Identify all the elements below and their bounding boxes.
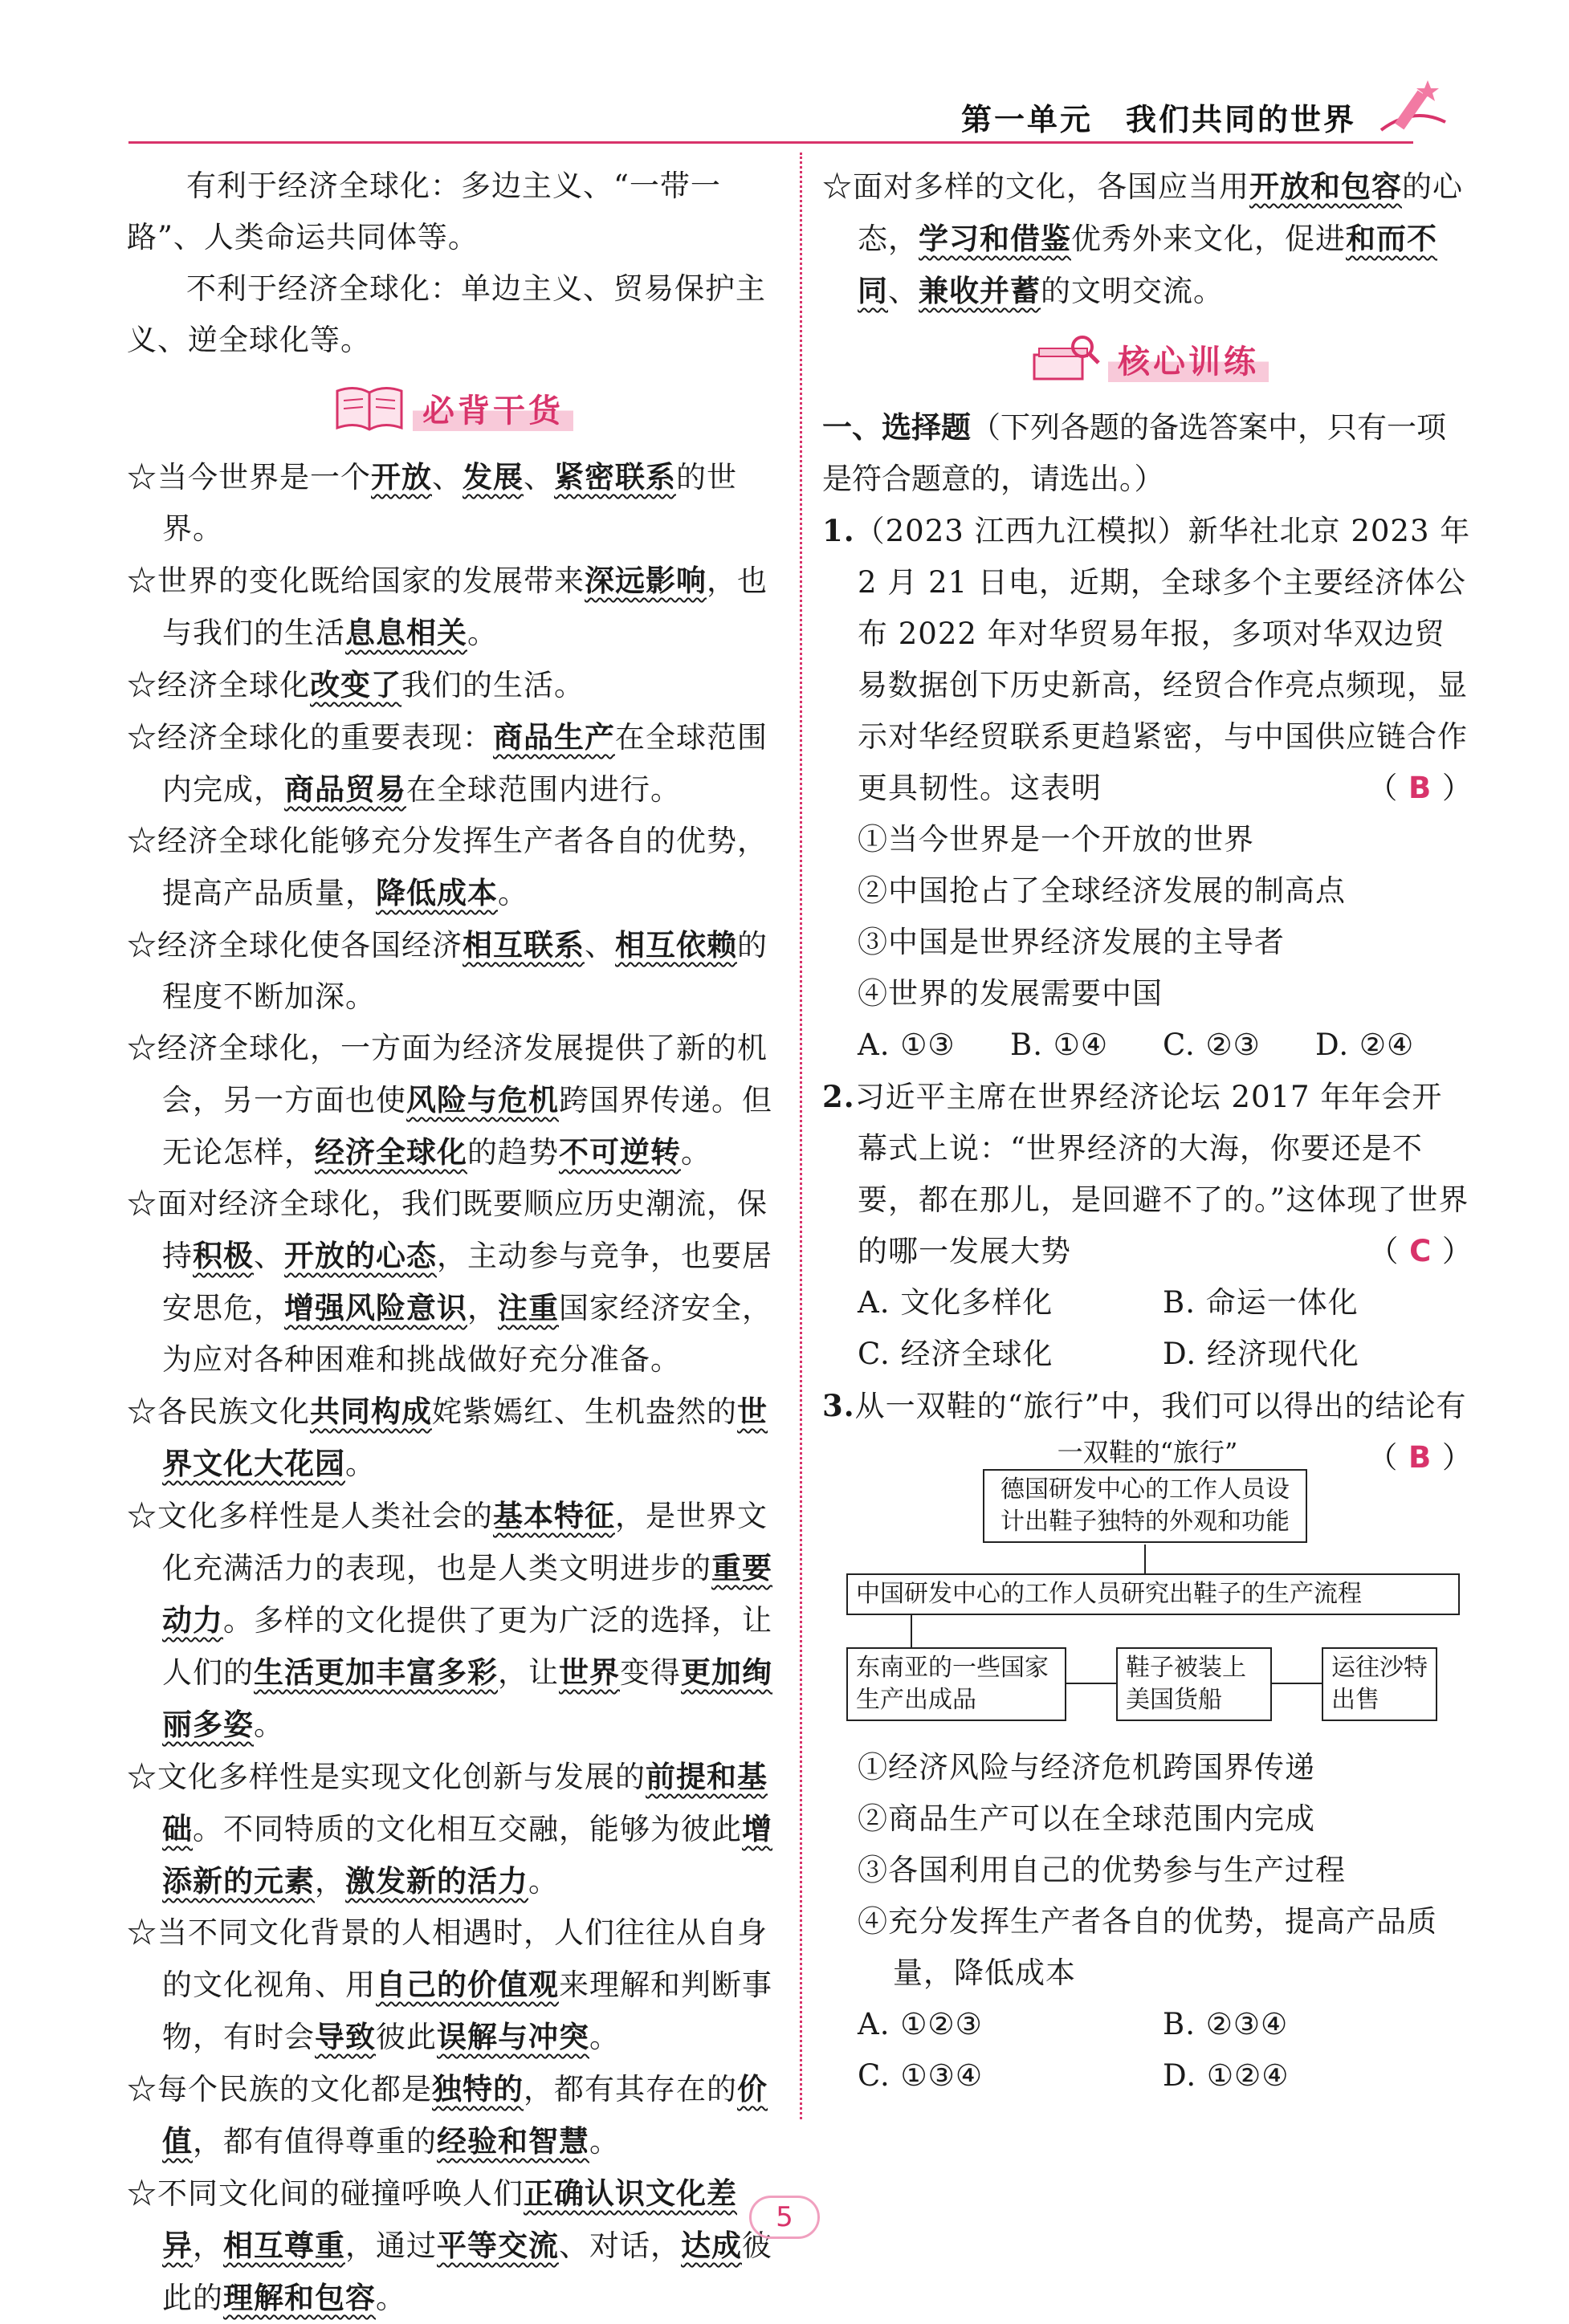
keyword: 风险与危机 <box>406 1082 559 1117</box>
point-text: 。不同特质的文化相互交融，能够为彼此 <box>193 1812 742 1846</box>
key-point <box>822 161 1473 317</box>
point-text: ☆经济全球化，一方面为经济发展提供了新的机会，另一方面也使 <box>127 1031 768 1117</box>
keyword: 基本特征 <box>493 1498 615 1533</box>
key-point <box>127 1023 777 1178</box>
statement-item: ①经济风险与经济危机跨国界传递 <box>858 1750 1315 1785</box>
keyword: 理解和包容 <box>223 2280 376 2315</box>
keyword: 学习和借鉴 <box>919 221 1071 256</box>
point-text: ☆每个民族的文化都是 <box>127 2072 432 2106</box>
question-type-label: 一、选择题 <box>822 410 971 445</box>
flow-arrow <box>1144 1545 1146 1573</box>
section-title: 核心训练 <box>1108 336 1269 382</box>
answer-letter: C <box>1409 1234 1432 1268</box>
answer-bracket: （ B ） <box>1367 1440 1473 1475</box>
point-text: ☆不同文化间的碰撞呼唤人们 <box>127 2176 524 2211</box>
keyword: 自己的价值观 <box>376 1967 559 2002</box>
key-point <box>127 1907 777 2063</box>
flow-arrow <box>911 1615 912 1647</box>
point-text: ☆经济全球化使各国经济 <box>127 928 463 963</box>
column-divider <box>800 153 802 2119</box>
point-text: 。 <box>376 2281 406 2315</box>
point-text: 、 <box>524 460 554 495</box>
keyword: 平等交流 <box>437 2228 559 2263</box>
keyword: 商品贸易 <box>284 771 406 807</box>
stem-text: （2023 江西九江模拟）新华社北京 2023 年 2 月 21 日电，近期，全球多个主要经济体公布 2022 年对华贸易年报，多项对华双边贸易数据创下历史新高，经贸合作亮点频现，显示对华经贸联系更趋紧密，与中国供应链合作更具韧性。这表明 <box>854 514 1471 805</box>
point-text: 的心态， <box>858 169 1463 256</box>
point-text: 、 <box>585 928 615 963</box>
point-text: ， <box>315 1864 345 1899</box>
point-text: 。 <box>589 2124 620 2159</box>
keyword: 世界文化大花园 <box>162 1394 768 1481</box>
point-text: 在全球范围内进行。 <box>406 772 681 807</box>
keyword: 更加绚丽多姿 <box>162 1654 772 1742</box>
keyword: 发展 <box>463 459 524 495</box>
key-point <box>127 1751 777 1907</box>
keyword: 开放 <box>371 459 432 495</box>
keyword: 增强风险意识 <box>284 1290 467 1325</box>
question-3 <box>822 1380 1473 2102</box>
instructions-text: （下列各题的备选答案中，只有一项是符合题意的，请选出。） <box>822 410 1446 496</box>
point-text: 的趋势 <box>467 1135 559 1170</box>
option-b[interactable]: B. 命运一体化 <box>1163 1285 1359 1320</box>
point-text: 。 <box>528 1864 559 1899</box>
point-text: ，都有其存在的 <box>524 2072 737 2106</box>
answer-letter: B <box>1408 1440 1432 1475</box>
keyword: 正确认识文化差异 <box>162 2175 737 2263</box>
keyword: 积极 <box>193 1238 254 1273</box>
keyword: 经验和智慧 <box>437 2123 589 2159</box>
left-column <box>127 161 777 2324</box>
point-text: 。 <box>467 616 498 650</box>
keyword: 相互依赖 <box>615 927 737 963</box>
point-text: ☆经济全球化能够充分发挥生产者各自的优势，提高产品质量， <box>127 824 768 910</box>
point-text: 彼此 <box>376 2020 437 2054</box>
question-stem <box>822 1071 1473 1277</box>
keyword: 价值 <box>162 2071 768 2159</box>
pen-book-icon <box>1365 74 1461 146</box>
point-text: ， <box>193 2228 223 2263</box>
key-point <box>127 711 777 816</box>
answer-bracket: （ B ） <box>1367 771 1473 805</box>
point-text: ，让 <box>498 1655 559 1690</box>
point-text: 、 <box>888 274 919 308</box>
statement-item: ②中国抢占了全球经济发展的制高点 <box>858 873 1346 908</box>
flowchart-caption: 一双鞋的“旅行” <box>1057 1437 1238 1467</box>
keyword: 注重 <box>498 1290 559 1325</box>
flow-box-southeast-asia: 东南亚的一些国家生产出成品 <box>846 1647 1066 1721</box>
option-d[interactable]: D. 经济现代化 <box>1163 1337 1359 1371</box>
keyword: 开放的心态 <box>284 1238 437 1273</box>
key-point <box>127 1490 777 1751</box>
answer-options-row-1 <box>822 1277 1473 1329</box>
point-text: ，主动参与竞争，也要居安思危， <box>162 1239 772 1325</box>
answer-options <box>822 1020 1473 1071</box>
intro-paragraph-2: 不利于经济全球化：单边主义、贸易保护主义、逆全球化等。 <box>127 271 766 357</box>
keyword: 深远影响 <box>585 563 707 598</box>
question-number: 1. <box>822 513 855 548</box>
header-rule <box>128 141 1413 144</box>
key-point <box>127 659 777 711</box>
keyword: 世界 <box>559 1654 620 1690</box>
point-text: ☆文化多样性是实现文化创新与发展的 <box>127 1760 646 1794</box>
right-column <box>822 161 1473 2102</box>
statement-item: ①当今世界是一个开放的世界 <box>858 822 1254 857</box>
point-text: 在全球范围内完成， <box>162 720 768 807</box>
question-1 <box>822 505 1473 1071</box>
flow-arrow <box>1065 1683 1116 1684</box>
flow-box-saudi: 运往沙特出售 <box>1322 1647 1437 1721</box>
keyword: 达成 <box>681 2228 742 2263</box>
statement-item: ④充分发挥生产者各自的优势，提高产品质量，降低成本 <box>858 1904 1437 1990</box>
option-c[interactable]: C. 经济全球化 <box>858 1337 1053 1371</box>
option-a[interactable]: A. ①②③ <box>858 2007 983 2041</box>
point-text: ☆面对经济全球化，我们既要顺应历史潮流，保持 <box>127 1186 768 1273</box>
point-text: 的程度不断加深。 <box>162 928 768 1014</box>
point-text: 来理解和判断事物，有时会 <box>162 1968 772 2054</box>
shoe-journey-flowchart <box>822 1432 1473 1785</box>
key-point <box>127 1386 777 1490</box>
statement-item: ②商品生产可以在全球范围内完成 <box>858 1801 1315 1836</box>
point-text: 、对话， <box>559 2228 681 2263</box>
point-text: ，也与我们的生活 <box>162 564 768 650</box>
keyword: 相互尊重 <box>223 2228 345 2263</box>
keyword: 激发新的活力 <box>345 1863 528 1899</box>
keyword: 经济全球化 <box>315 1134 467 1170</box>
key-point <box>127 2167 777 2324</box>
point-text: 。多样的文化提供了更为广泛的选择，让人们的 <box>162 1603 772 1690</box>
keyword: 和而不同 <box>858 221 1437 308</box>
keyword: 前提和基础 <box>162 1759 768 1846</box>
point-text: ， <box>467 1291 498 1325</box>
keyword: 商品生产 <box>493 719 615 755</box>
keyword: 生活更加丰富多彩 <box>254 1654 498 1690</box>
point-text: ☆当不同文化背景的人相遇时，人们往往从自身的文化视角、用 <box>127 1915 768 2002</box>
point-text: 变得 <box>620 1655 681 1690</box>
point-text: ☆经济全球化的重要表现： <box>127 720 493 755</box>
point-text: 姹紫嫣红、生机盎然的 <box>432 1394 737 1429</box>
answer-bracket: （ C ） <box>1368 1234 1473 1268</box>
point-text: 跨国界传递。但无论怎样， <box>162 1083 772 1170</box>
keyword: 不可逆转 <box>559 1134 681 1170</box>
key-point <box>127 919 777 1023</box>
key-point <box>127 555 777 659</box>
keyword: 开放和包容 <box>1249 169 1402 204</box>
keyword: 降低成本 <box>376 875 498 910</box>
point-text: ，是世界文化充满活力的表现，也是人类文明进步的 <box>162 1499 768 1585</box>
page-footer <box>0 2196 1569 2239</box>
option-d[interactable]: D. ①②④ <box>1163 2058 1290 2093</box>
option-c[interactable]: C. ①③④ <box>858 2058 984 2093</box>
keyword: 紧密联系 <box>554 459 676 495</box>
open-book-icon <box>331 380 408 436</box>
keyword: 独特的 <box>432 2071 524 2106</box>
option-a[interactable]: A. 文化多样化 <box>858 1285 1053 1320</box>
point-text: 。 <box>498 876 528 910</box>
flow-box-germany: 德国研发中心的工作人员设计出鞋子独特的外观和功能 <box>983 1469 1307 1543</box>
point-text: ☆世界的变化既给国家的发展带来 <box>127 564 585 598</box>
keyword: 相互联系 <box>463 927 585 963</box>
flow-arrow <box>1270 1683 1322 1684</box>
answer-letter: B <box>1408 771 1432 805</box>
point-text: 国家经济安全，为应对各种困难和挑战做好充分准备。 <box>162 1291 772 1377</box>
key-point <box>127 451 777 555</box>
question-instructions <box>822 402 1473 505</box>
point-text: ☆当今世界是一个 <box>127 460 371 495</box>
point-text: 彼此的 <box>162 2228 772 2315</box>
section-title: 必背干货 <box>413 385 573 431</box>
key-points-list <box>127 451 777 2324</box>
keyword: 息息相关 <box>345 615 467 650</box>
keyword: 改变了 <box>310 667 401 702</box>
question-stem <box>822 505 1473 814</box>
stem-text: 习近平主席在世界经济论坛 2017 年年会开幕式上说：“世界经济的大海，你要还是不要，都在那儿，是回避不了的。”这体现了世界的哪一发展大势 <box>854 1080 1469 1268</box>
option-d[interactable]: D. ②④ <box>1315 1028 1415 1062</box>
question-number: 3. <box>822 1388 855 1423</box>
key-point <box>127 816 777 919</box>
flow-box-ship: 鞋子被装上美国货船 <box>1116 1647 1272 1721</box>
book-magnifier-icon <box>1026 331 1103 387</box>
culture-key-point <box>822 161 1473 317</box>
option-a[interactable]: A. ①③ <box>858 1028 956 1062</box>
point-text: 。 <box>254 1707 284 1742</box>
statement-item: ④世界的发展需要中国 <box>858 976 1163 1011</box>
point-text: 的世界。 <box>162 460 737 546</box>
option-c[interactable]: C. ②③ <box>1163 1028 1261 1062</box>
keyword: 增添新的元素 <box>162 1811 772 1899</box>
point-text: ☆文化多样性是人类社会的 <box>127 1499 493 1533</box>
point-text: ，通过 <box>345 2228 437 2263</box>
point-text: ☆各民族文化 <box>127 1394 310 1429</box>
point-text: 优秀外来文化，促进 <box>1071 222 1346 256</box>
running-header-title: 第一单元 我们共同的世界 <box>960 102 1356 137</box>
answer-options-row-1 <box>822 1999 1473 2050</box>
intro-paragraph-1: 有利于经济全球化：多边主义、“一带一路”、人类命运共同体等。 <box>127 169 721 254</box>
option-b[interactable]: B. ②③④ <box>1163 2007 1289 2041</box>
point-text: 。 <box>681 1135 711 1170</box>
question-stem <box>822 1380 1473 1475</box>
answer-options-row-2 <box>822 1329 1473 1380</box>
point-text: 。 <box>589 2020 620 2054</box>
keyword: 兼收并蓄 <box>919 273 1041 308</box>
question-2 <box>822 1071 1473 1380</box>
point-text: 我们的生活。 <box>401 668 585 702</box>
keyword: 共同构成 <box>310 1394 432 1429</box>
page-number: 5 <box>749 2196 820 2239</box>
point-text: 的文明交流。 <box>1041 274 1224 308</box>
keyword: 导致 <box>315 2019 376 2054</box>
section-heading-must-memorize <box>127 369 777 446</box>
key-point <box>127 2063 777 2167</box>
keyword: 误解与冲突 <box>437 2019 589 2054</box>
point-text: ☆经济全球化 <box>127 668 310 702</box>
question-number: 2. <box>822 1079 855 1114</box>
point-text: ☆面对多样的文化，各国应当用 <box>822 169 1249 204</box>
point-text: 。 <box>345 1447 376 1481</box>
stem-text: 从一双鞋的“旅行”中，我们可以得出的结论有 <box>854 1389 1467 1423</box>
statement-item: ③各国利用自己的优势参与生产过程 <box>858 1853 1346 1887</box>
option-b[interactable]: B. ①④ <box>1010 1028 1109 1062</box>
statement-item: ③中国是世界经济发展的主导者 <box>858 925 1285 959</box>
key-point <box>127 1178 777 1386</box>
keyword: 重要动力 <box>162 1550 772 1638</box>
answer-options-row-2 <box>822 2050 1473 2102</box>
flow-box-china: 中国研发中心的工作人员研究出鞋子的生产流程 <box>846 1573 1460 1615</box>
point-text: 、 <box>254 1239 284 1273</box>
point-text: 、 <box>432 460 463 495</box>
point-text: ，都有值得尊重的 <box>193 2124 437 2159</box>
section-heading-core-training <box>822 320 1473 397</box>
